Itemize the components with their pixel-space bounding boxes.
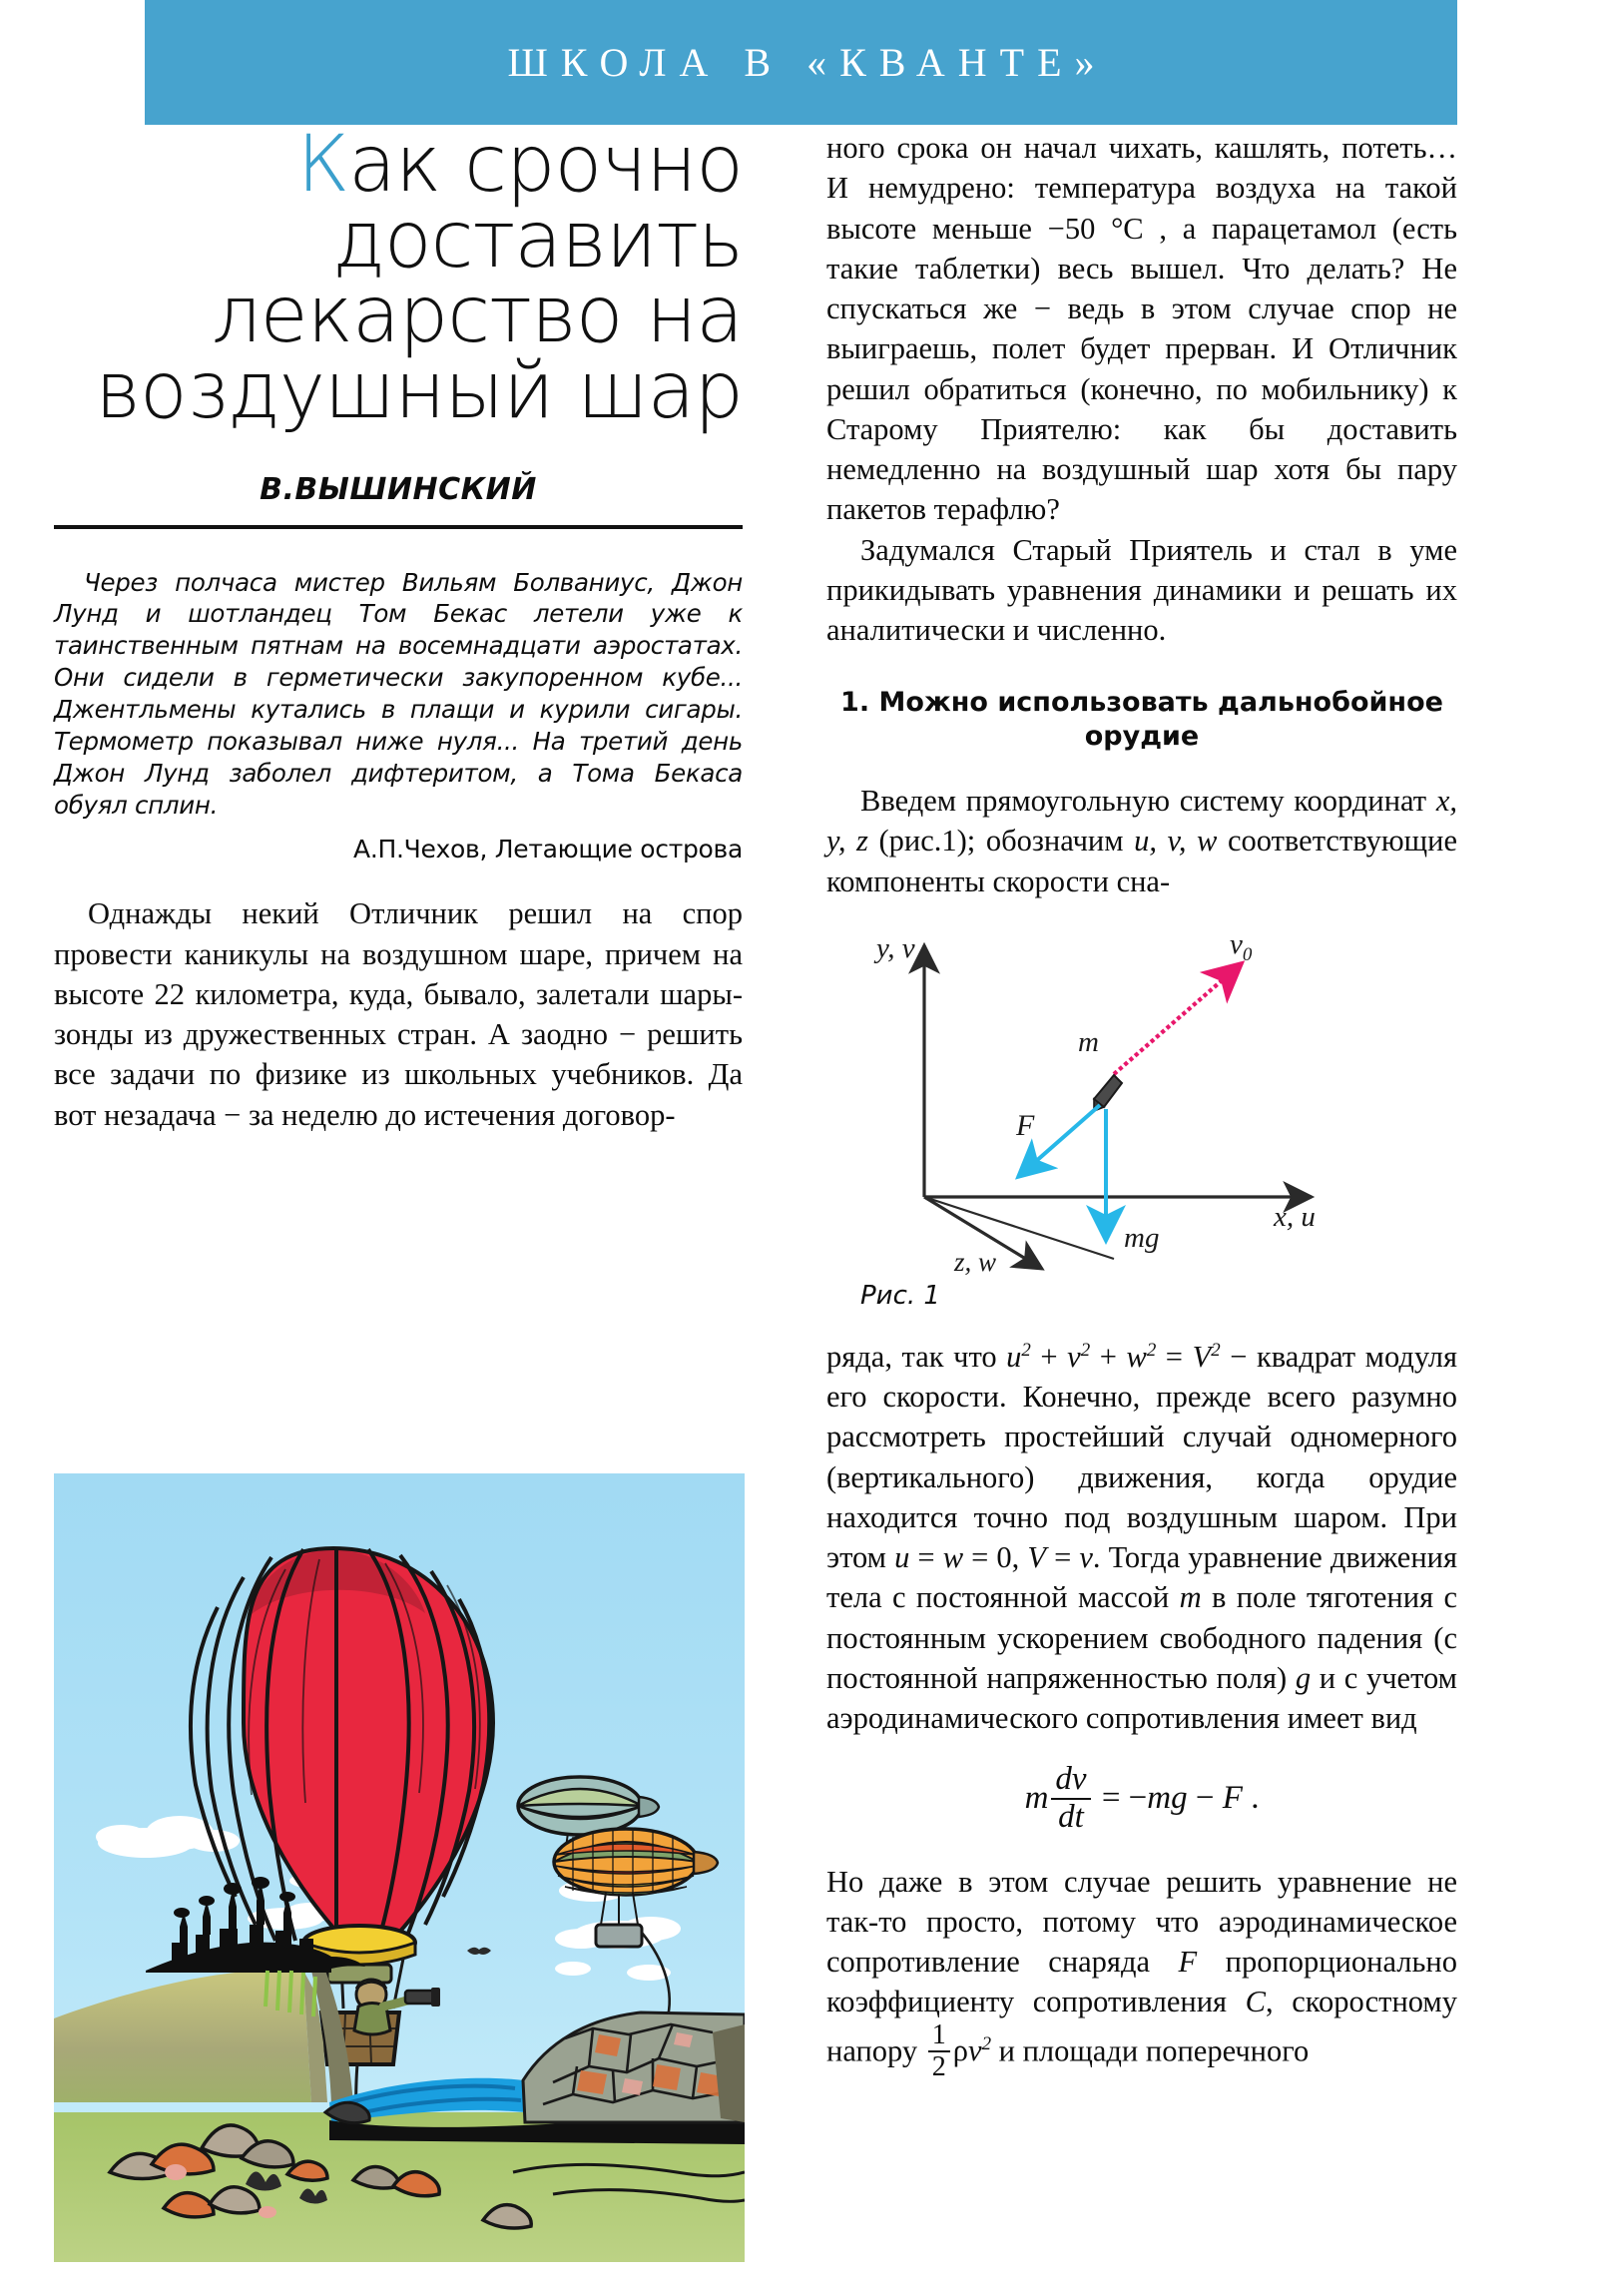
force-symbol: F <box>1178 1945 1198 1980</box>
author-byline: В.ВЫШИНСКИЙ <box>260 471 537 507</box>
left-paragraph-1: Однажды некий Отличник решил на спор провести каникулы на воздушном шаре, причем на высоте 22 километра, куда, бывало, залетали шары-зонды из дружественных стран. А заодно − решить все задачи по физике из школьных учебников. Да вот незадача − за неделю до истечения договор- <box>54 896 743 1132</box>
display-equation-motion: m $\frac{dv}{dt}$ = −mg − F . <box>1024 1761 1260 1836</box>
title-drop-cap: К <box>296 120 349 210</box>
byline-divider <box>54 525 743 529</box>
section-heading-1: 1. Можно использовать дальнобойное орудие <box>840 687 1443 752</box>
title-rest: ак срочно доставить лекарство на воздушный шар <box>95 120 743 436</box>
right-p4-part-e: и с учетом аэродинамического сопротивления имеет вид <box>826 1660 1457 1736</box>
epigraph-source: А.П.Чехов, Летающие острова <box>353 835 743 864</box>
inline-equation-2: u = w = 0, V = v <box>894 1540 1093 1575</box>
figure-1-F-label: F <box>1016 1108 1035 1142</box>
page-title <box>54 120 743 436</box>
right-paragraph-3 <box>826 781 1457 901</box>
rubric-header-band <box>145 0 1457 125</box>
g-symbol: g <box>1295 1660 1312 1695</box>
mass-symbol: m <box>1179 1580 1202 1615</box>
right-column <box>826 128 1457 2084</box>
right-paragraph-5 <box>826 1862 1457 2085</box>
coefficient-symbol: C <box>1245 1985 1267 2019</box>
figure-1 <box>826 919 1457 1311</box>
right-p1-part-a: ного срока он начал чихать, кашлять, потеть… И немудрено: температура воздуха на такой высоте меньше <box>826 131 1457 246</box>
right-paragraph-1 <box>826 128 1457 530</box>
right-paragraph-2: Задумался Старый Приятель и стал в уме прикидывать уравнения динамики и решать их аналитически и численно. <box>826 532 1457 647</box>
right-p3-part-c: соответствующие компоненты скорости сна- <box>826 824 1457 898</box>
figure-1-z-label: z, w <box>954 1246 997 1277</box>
coordinate-symbols: x, y, z <box>826 784 1457 859</box>
right-p5-part-c: , скоростному напору <box>826 1985 1457 2067</box>
velocity-component-symbols: u, v, w <box>1134 824 1218 859</box>
figure-1-m-label: m <box>1078 1025 1099 1058</box>
epigraph-text: Через полчаса мистер Вильям Болваниус, Джон Лунд и шотландец Том Бекас летели уже к таинственным пятнам на восемнадцати аэростатах. Они сидели в герметически закупоренном кубе... Джентльмены кутались в плащи и курили сигары. Термометр показывал ниже нуля... На третий день Джон Лунд заболел дифтеритом, а Тома Бекаса обуял сплин. <box>54 567 743 820</box>
right-p5-part-d: и площади поперечного <box>991 2032 1310 2067</box>
temperature-value: −50 °C <box>1047 211 1144 246</box>
figure-1-v0-label: $v_0$ <box>1230 927 1253 965</box>
right-p4-part-a: ряда, так что <box>826 1339 1007 1374</box>
right-p5-part-b: пропорционально коэффициенту сопротивления <box>826 1945 1457 2019</box>
rubric-title: ШКОЛА В «КВАНТЕ» <box>507 40 1108 85</box>
right-p3-part-a: Введем прямоугольную систему координат <box>860 784 1436 819</box>
dynamic-pressure-expression: $\frac{1}{2}$ $\rho v^2$ <box>925 2033 991 2067</box>
inline-equation-1: $u^2 + v^2 + w^2 = V^2$ <box>1006 1339 1221 1374</box>
right-p1-part-b: , а парацетамол (есть такие таблетки) весь вышел. Что делать? Не спускаться же − ведь в этом случае спор не выиграешь, полет будет прерван. И Отличник решил обратиться (конечно, по мобильнику) к Старому Приятелю: как бы доставить немедленно на воздушный шар хотя бы пару пакетов терафлю? <box>826 211 1457 527</box>
right-p4-part-b: − квадрат модуля его скорости. Конечно, прежде всего разумно рассмотреть простейший случай одномерного (вертикального) движения, когда орудие находится точно под воздушным шаром. При этом <box>826 1339 1458 1575</box>
figure-1-x-label: x, u <box>1274 1200 1316 1233</box>
right-p4-part-c: . Тогда уравнение движения тела с постоянной массой <box>826 1540 1457 1615</box>
figure-1-mg-label: mg <box>1124 1221 1160 1254</box>
right-p5-part-a: Но даже в этом случае решить уравнение не так-то просто, потому что аэродинамическое сопротивление снаряда <box>826 1864 1457 1980</box>
figure-1-caption: Рис. 1 <box>860 1280 940 1311</box>
right-p4-part-d: в поле тяготения с постоянным ускорением свободного падения (с постоянной напряженностью поля) <box>826 1580 1457 1695</box>
right-p3-part-b: (рис.1); обозначим <box>867 824 1135 859</box>
figure-1-y-label: y, v <box>876 931 915 964</box>
figure-1-diagram <box>842 919 1441 1279</box>
balloon-illustration-svg <box>54 1473 745 2262</box>
left-column <box>54 120 743 1135</box>
right-paragraph-4 <box>826 1337 1457 1739</box>
balloon-illustration <box>54 1473 745 2262</box>
